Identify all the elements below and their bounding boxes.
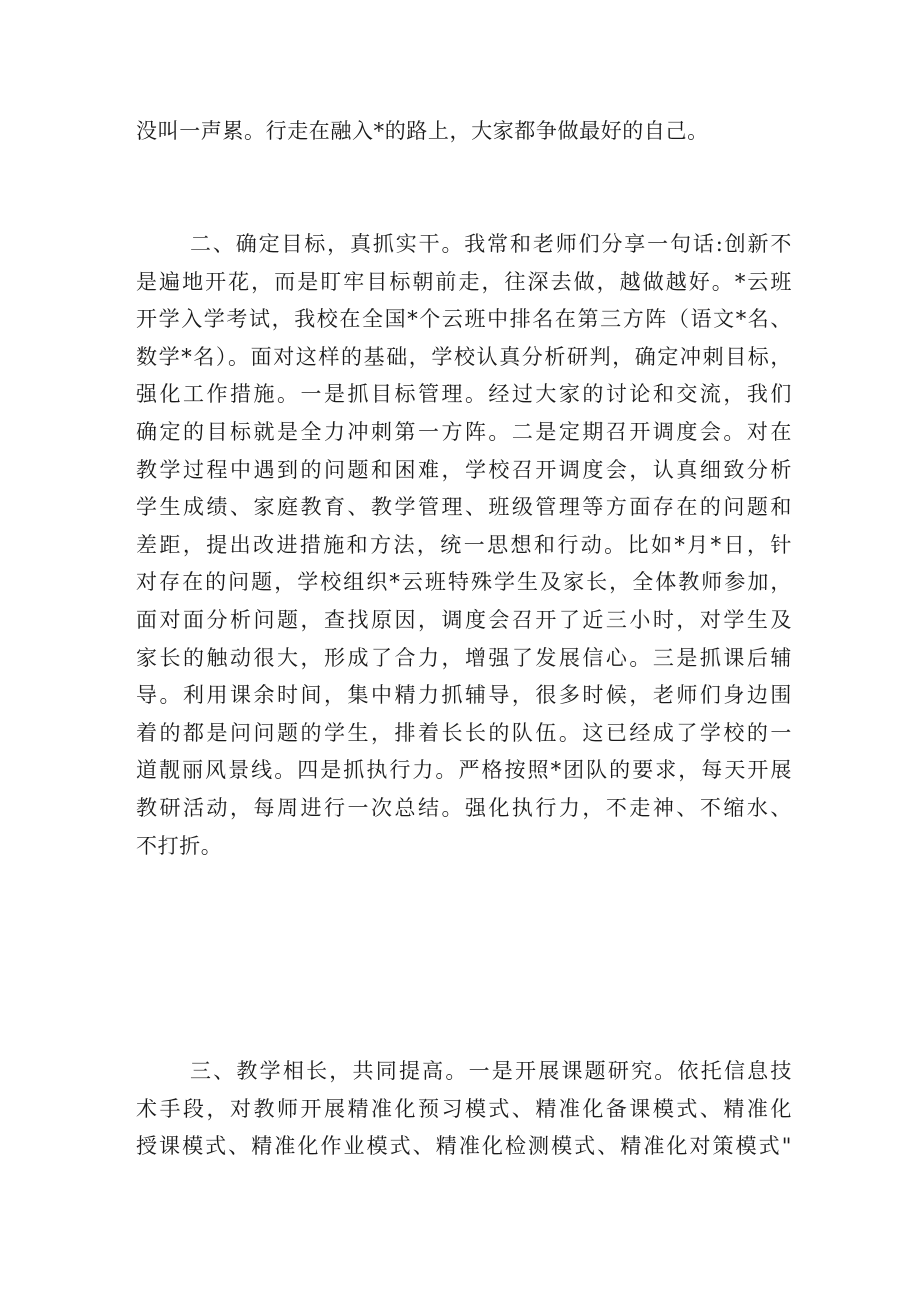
text-line: 三、教学相长，共同提高。一是开展课题研究。依托信息技 [190,1059,792,1083]
text-line: 面对面分析问题，查找原因，调度会召开了近三小时，对学生及 [136,607,792,632]
text-line: 术手段，对教师开展精准化预习模式、精准化备课模式、精准化 [136,1096,792,1121]
text-line: 教研活动，每周进行一次总结。强化执行力，不走神、不缩水、 [136,795,792,820]
text-line: 授课模式、精准化作业模式、精准化检测模式、精准化对策模式" [136,1134,792,1159]
text-line: 开学入学考试，我校在全国*个云班中排名在第三方阵（语文*名、 [136,307,792,332]
text-line: 二、确定目标，真抓实干。我常和老师们分享一句话:创新不 [190,232,792,256]
text-line: 确定的目标就是全力冲刺第一方阵。二是定期召开调度会。对在 [136,419,792,444]
text-line: 强化工作措施。一是抓目标管理。经过大家的讨论和交流，我们 [136,382,792,407]
text-line: 数学*名）。面对这样的基础，学校认真分析研判，确定冲刺目标， [136,344,792,369]
text-line: 家长的触动很大，形成了合力，增强了发展信心。三是抓课后辅 [136,645,792,670]
text-line: 没叫一声累。行走在融入*的路上，大家都争做最好的自己。 [136,119,709,143]
text-line: 道靓丽风景线。四是抓执行力。严格按照*团队的要求，每天开展 [136,758,792,783]
paragraph-1 [136,113,792,151]
text-line: 是遍地开花，而是盯牢目标朝前走，往深去做，越做越好。*云班 [136,269,792,294]
text-line: 对存在的问题，学校组织*云班特殊学生及家长，全体教师参加， [136,570,792,595]
text-line: 导。利用课余时间，集中精力抓辅导，很多时候，老师们身边围 [136,683,792,708]
text-line: 学生成绩、家庭教育、教学管理、班级管理等方面存在的问题和 [136,495,792,520]
paragraph-2 [136,226,792,865]
paragraph-3 [136,1053,792,1166]
text-line: 差距，提出改进措施和方法，统一思想和行动。比如*月*日，针 [136,532,792,557]
text-line: 教学过程中遇到的问题和困难，学校召开调度会，认真细致分析 [136,457,792,482]
text-line: 着的都是问问题的学生，排着长长的队伍。这已经成了学校的一 [136,720,792,745]
text-line: 不打折。 [136,833,223,858]
